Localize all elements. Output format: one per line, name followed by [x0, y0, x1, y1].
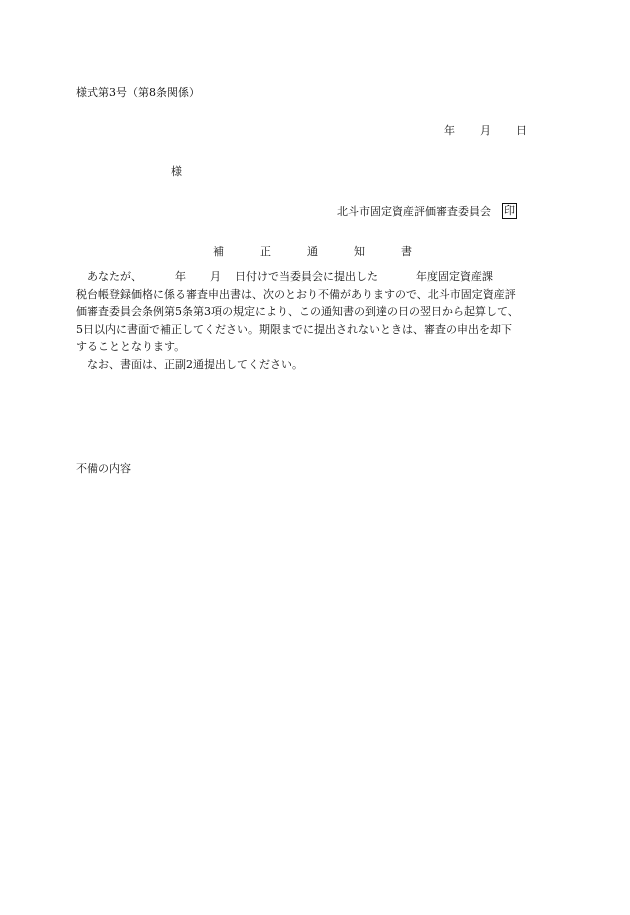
body-line-2: 税台帳登録価格に係る審査申出書は、次のとおり不備がありますので、北斗市固定資産評: [76, 287, 516, 301]
date-line: [444, 122, 527, 138]
title-char: 補: [213, 245, 224, 258]
body-line-1-mid: 日付けで当委員会に提出した: [235, 270, 378, 283]
body-line-1-tail: 年度固定資産課: [416, 270, 493, 283]
title-char: 書: [401, 245, 412, 258]
defect-section-heading: 不備の内容: [76, 462, 131, 475]
issuer-name: 北斗市固定資産評価審査委員会: [337, 205, 491, 218]
body-line-6: [76, 356, 556, 374]
issuer-line: [337, 203, 517, 219]
date-day-label: 日: [516, 124, 527, 137]
body-line-1-intro: あなたが、: [87, 270, 142, 283]
notice-body: [76, 268, 556, 373]
body-line-4: 5日以内に書面で補正してください。期限までに提出されないときは、審査の申出を却下: [76, 322, 512, 336]
body-line-3: 価審査委員会条例第5条第3項の規定により、この通知書の到達の日の翌日から起算して、: [76, 305, 519, 318]
form-number: 様式第3号（第8条関係）: [76, 86, 200, 99]
title-char: 知: [354, 245, 365, 258]
body-line-1-month: 月: [210, 270, 221, 283]
seal-mark: 印: [504, 204, 515, 217]
title-char: 通: [307, 245, 318, 258]
addressee-honorific: 様: [171, 165, 182, 178]
body-line-1: [76, 268, 556, 286]
date-year-label: 年: [444, 124, 455, 137]
date-month-label: 月: [480, 124, 491, 137]
body-line-5: することとなります。: [76, 340, 186, 353]
body-line-6-text: なお、書面は、正副2通提出してください。: [87, 357, 303, 371]
body-line-1-year: 年: [175, 270, 186, 283]
title-char: 正: [260, 245, 271, 258]
document-title: [213, 243, 412, 259]
